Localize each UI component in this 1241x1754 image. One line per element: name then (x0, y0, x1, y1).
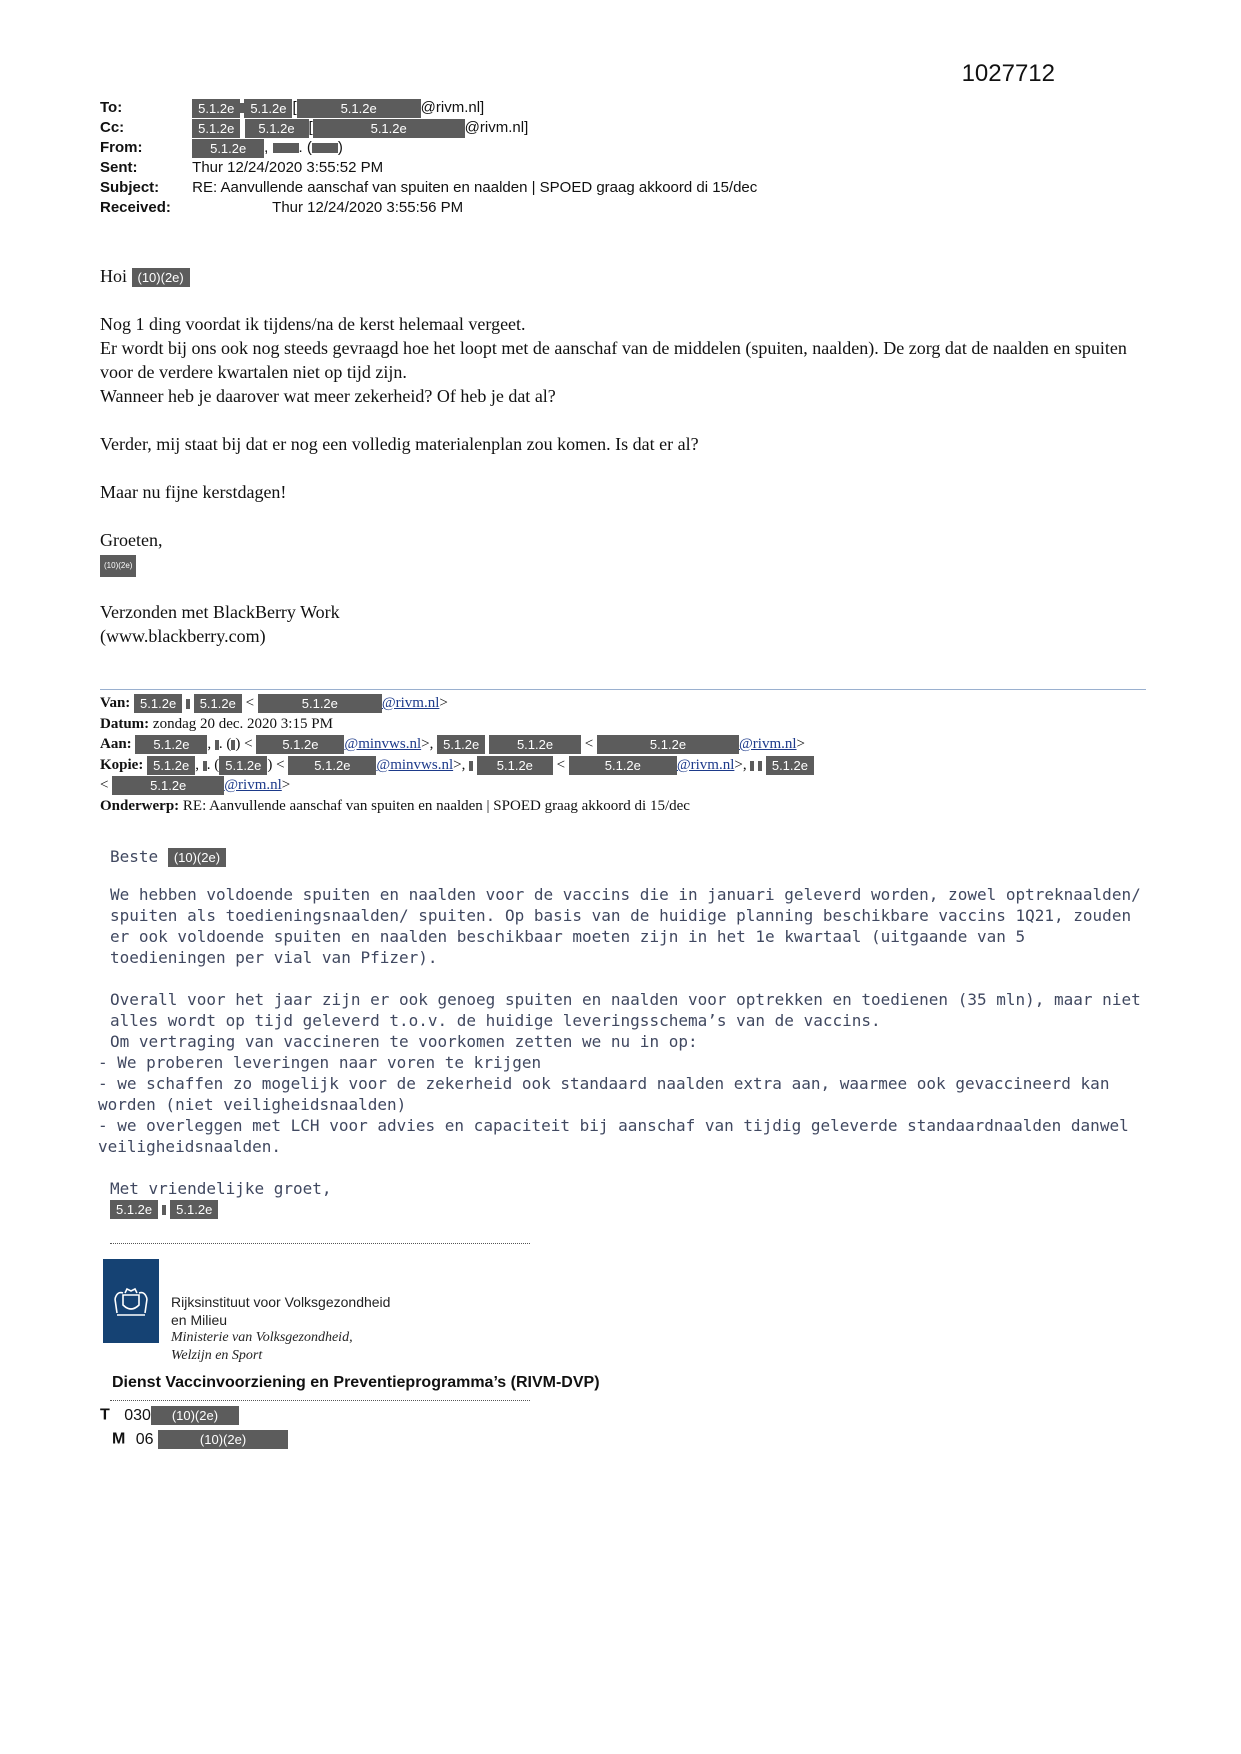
reply-closing: Met vriendelijke groet, (110, 1179, 332, 1198)
redaction-small (758, 761, 762, 771)
signature-line: Verzonden met BlackBerry Work (100, 602, 340, 622)
department-name: Dienst Vaccinvoorziening en Preventieprogramma’s (RIVM-DVP) (112, 1374, 600, 1391)
redaction: (10)(2e) (158, 1430, 288, 1449)
reply-greeting: Beste (110, 847, 159, 866)
subject-label: Subject: (100, 179, 160, 196)
sent-value: Thur 12/24/2020 3:55:52 PM (192, 159, 384, 176)
email-link[interactable]: @rivm.nl (381, 695, 440, 711)
redaction: 5.1.2e (597, 735, 739, 754)
redaction-small (750, 761, 754, 771)
received-label: Received: (100, 199, 171, 216)
received-value: Thur 12/24/2020 3:55:56 PM (272, 199, 464, 216)
redaction: 5.1.2e (313, 119, 465, 138)
signature (100, 600, 1140, 648)
header-to-row: To: 5.1.2e 5.1.2e [ 5.1.2e @rivm.nl] (100, 99, 485, 116)
org-line: en Milieu (171, 1312, 228, 1328)
redaction: 5.1.2e (112, 776, 224, 795)
redaction: (10)(2e) (168, 848, 226, 867)
redaction: (10)(2e) (151, 1406, 239, 1425)
message-paragraph: Verder, mij staat bij dat er nog een volledig materialenplan zou komen. Is dat er al? (100, 434, 699, 454)
cc-domain: @rivm.nl] (464, 119, 529, 136)
redaction: 5.1.2e (297, 99, 421, 118)
signature-line: (www.blackberry.com) (100, 626, 266, 646)
email-link[interactable]: @rivm.nl (676, 757, 735, 773)
redaction: 5.1.2e (192, 139, 264, 158)
phone-label: T (100, 1406, 110, 1424)
header-sent-row (100, 158, 383, 178)
redaction-small (162, 1205, 166, 1215)
message-body (100, 312, 1140, 552)
greeting-line (100, 264, 1140, 288)
subject-value: RE: Aanvullende aanschaf van spuiten en naalden | SPOED graag akkoord di 15/dec (192, 179, 758, 196)
redaction-small (186, 699, 190, 709)
to-domain: @rivm.nl] (420, 99, 485, 116)
email-link[interactable]: @minvws.nl (376, 757, 454, 773)
org-line: Welzijn en Sport (171, 1348, 263, 1363)
redaction-small (273, 143, 299, 153)
redaction: 5.1.2e (134, 694, 182, 713)
redaction-small (215, 740, 219, 750)
redaction: 5.1.2e (244, 99, 292, 118)
message-paragraph: Wanneer heb je daarover wat meer zekerheid? Of heb je dat al? (100, 386, 556, 406)
redaction: 5.1.2e (219, 756, 267, 775)
dotted-divider (110, 1400, 530, 1401)
phone-prefix: 030 (124, 1406, 151, 1424)
rijksoverheid-logo (103, 1259, 159, 1343)
reply-greeting-line (110, 846, 1150, 867)
fwd-van-row: Van: 5.1.2e 5.1.2e < 5.1.2e @rivm.nl> (100, 695, 448, 712)
header-subject-row (100, 178, 757, 198)
signature-redaction (100, 555, 136, 577)
redaction: 5.1.2e (489, 735, 581, 754)
message-paragraph: Nog 1 ding voordat ik tijdens/na de kerst helemaal vergeet. (100, 314, 526, 334)
redaction: (10)(2e) (132, 268, 190, 287)
onderwerp-label: Onderwerp: (100, 798, 180, 814)
mobile-row (112, 1430, 288, 1449)
header-cc-row: Cc: 5.1.2e 5.1.2e [ 5.1.2e @rivm.nl] (100, 119, 529, 136)
redaction: 5.1.2e (194, 694, 242, 713)
kopie-label: Kopie: (100, 757, 144, 773)
redaction: 5.1.2e (135, 735, 207, 754)
redaction: 5.1.2e (110, 1200, 158, 1219)
onderwerp-value: RE: Aanvullende aanschaf van spuiten en naalden | SPOED graag akkoord di 15/dec (182, 798, 690, 814)
reply-paragraph: Om vertraging van vaccineren te voorkomen zetten we nu in op: (110, 1032, 698, 1051)
message-paragraph: Er wordt bij ons ook nog steeds gevraagd hoe het loopt met de aanschaf van de middelen (spuiten, naalden). De zorg dat de naalden en spuiten voor de verdere kwartalen niet op tijd zijn. (100, 338, 1127, 382)
redaction-small (231, 740, 235, 750)
email-link[interactable]: @minvws.nl (344, 736, 422, 752)
organization-name (171, 1293, 390, 1365)
reply-bullet: - we schaffen zo mogelijk voor de zekerheid ook standaard naalden extra aan, waarmee ook gevaccineerd kan worden (niet veiligheidsnaalden) (98, 1074, 1110, 1114)
divider (100, 689, 1146, 690)
dotted-divider (110, 1243, 530, 1244)
reply-bullet: - we overleggen met LCH voor advies en capaciteit bij aanschaf van tijdig geleverde standaardnaalden danwel veiligheidsnaalden. (98, 1116, 1129, 1156)
mobile-prefix: 06 (135, 1430, 154, 1448)
closing: Groeten, (100, 530, 163, 550)
email-link[interactable]: @rivm.nl (224, 777, 282, 793)
redaction: 5.1.2e (192, 119, 240, 138)
redaction: 5.1.2e (477, 756, 553, 775)
reply-signature-redaction (110, 1200, 218, 1219)
fwd-kopie-row: Kopie: 5.1.2e , . ( 5.1.2e ) < 5.1.2e @minvws.nl>, 5.1.2e < 5.1.2e @rivm.nl>, 5.1.2e (100, 755, 814, 775)
fwd-kopie-row-cont: < 5.1.2e @rivm.nl> (100, 777, 291, 794)
to-label: To: (100, 99, 123, 116)
document-id: 1027712 (961, 60, 1055, 87)
reply-paragraph: We hebben voldoende spuiten en naalden voor de vaccins die in januari geleverd worden, zowel optreknaalden/ spuiten als toedieningsnaalden/ spuiten. Op basis van de huidige planning beschikbare vaccins 1Q21, zouden er ook voldoende spuiten en naalden beschikbaar moeten zijn in het 1e kwartaal (uitgaande van 5 toedieningen per vial van Pfizer). (110, 885, 1141, 967)
phone-row (100, 1406, 239, 1425)
redaction: 5.1.2e (170, 1200, 218, 1219)
reply-body (98, 884, 1150, 1199)
redaction: 5.1.2e (192, 99, 240, 118)
redaction: 5.1.2e (256, 735, 344, 754)
cc-label: Cc: (100, 119, 125, 136)
datum-label: Datum: (100, 716, 150, 732)
redaction-small (203, 761, 207, 771)
org-line: Rijksinstituut voor Volksgezondheid (171, 1294, 391, 1310)
crest-icon (103, 1259, 159, 1343)
fwd-onderwerp-row (100, 796, 690, 816)
redaction: 5.1.2e (437, 735, 485, 754)
fwd-datum-row (100, 714, 333, 734)
message-paragraph: Maar nu fijne kerstdagen! (100, 482, 287, 502)
van-label: Van: (100, 695, 131, 711)
redaction: (10)(2e) (100, 555, 136, 577)
sent-label: Sent: (100, 159, 138, 176)
redaction: 5.1.2e (766, 756, 814, 775)
greeting: Hoi (100, 266, 127, 286)
redaction: 5.1.2e (569, 756, 677, 775)
reply-paragraph: Overall voor het jaar zijn er ook genoeg spuiten en naalden voor optrekken en toedienen (35 mln), maar niet alles wordt op tijd geleverd t.o.v. de huidige leveringsschema’s van de vaccins. (110, 990, 1141, 1030)
email-link[interactable]: @rivm.nl (738, 736, 797, 752)
aan-label: Aan: (100, 736, 132, 752)
from-label: From: (100, 139, 143, 156)
redaction-small (312, 143, 338, 153)
datum-value: zondag 20 dec. 2020 3:15 PM (152, 716, 333, 732)
header-received-row (100, 198, 463, 218)
redaction: 5.1.2e (245, 119, 309, 138)
fwd-aan-row: Aan: 5.1.2e , . ( ) < 5.1.2e @minvws.nl>, 5.1.2e 5.1.2e < 5.1.2e @rivm.nl> (100, 736, 806, 753)
org-line: Ministerie van Volksgezondheid, (171, 1330, 353, 1345)
reply-bullet: - We proberen leveringen naar voren te krijgen (98, 1053, 542, 1072)
redaction: 5.1.2e (147, 756, 195, 775)
header-from-row: From: 5.1.2e , . ( ) (100, 139, 343, 156)
redaction: 5.1.2e (258, 694, 382, 713)
redaction-small (469, 761, 473, 771)
redaction: 5.1.2e (288, 756, 376, 775)
mobile-label: M (112, 1430, 126, 1448)
